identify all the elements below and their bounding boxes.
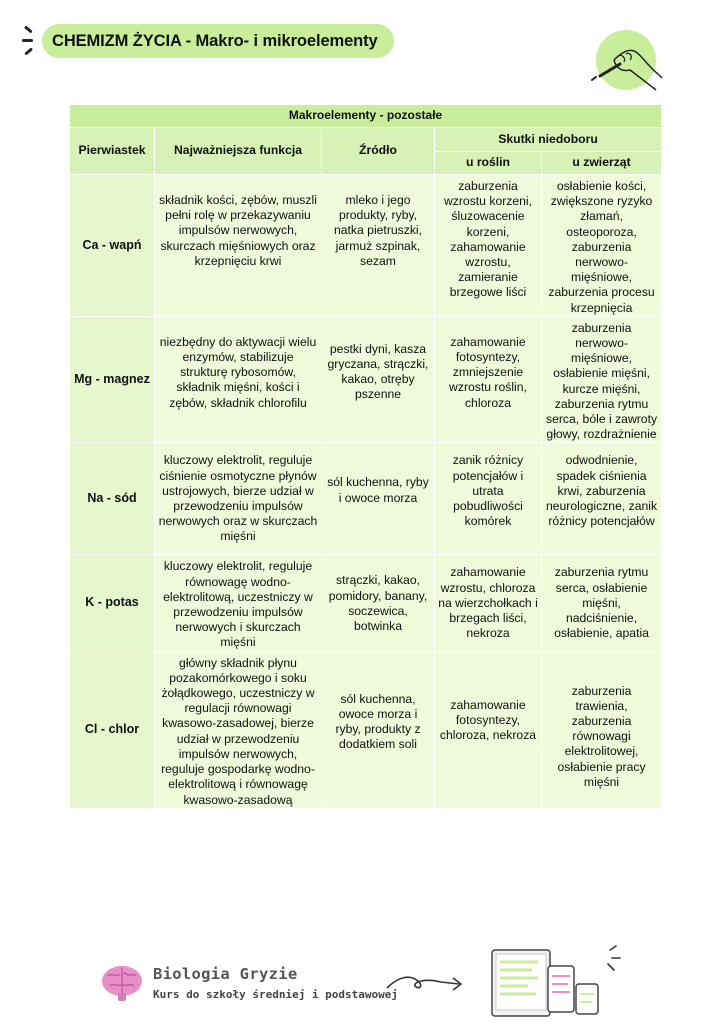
animals-deficiency-cell: zaburzenia rytmu serca, osłabienie mięśni, nadciśnienie, osłabienie, apatia	[542, 555, 662, 651]
element-cell: Ca - wapń	[70, 175, 155, 317]
source-cell: pestki dyni, kasza gryczana, strączki, kakao, otręby pszenne	[322, 316, 435, 443]
animals-deficiency-cell: zaburzenia trawienia, zaburzenia równowagi elektrolitowej, osłabienie pracy mięśni	[542, 651, 662, 808]
function-cell: główny składnik płynu pozakomórkowego i soku żołądkowego, uczestniczy w regulacji równowagi kwasowo-zasadowej, bierze udział w przewodzeniu impulsów nerwowych, reguluje gospodarkę wodno-elektrolitową i równowagę kwasowo-zasadową	[155, 651, 322, 808]
source-cell: mleko i jego produkty, ryby, natka pietruszki, jarmuż szpinak, sezam	[322, 175, 435, 317]
plants-deficiency-cell: zahamowanie fotosyntezy, chloroza, nekroza	[435, 651, 542, 808]
function-cell: składnik kości, zębów, muszli pełni rolę w przekazywaniu impulsów nerwowych, skurczach mięśniowych oraz krzepnięciu krwi	[155, 175, 322, 317]
table-row	[70, 443, 662, 555]
element-cell: K - potas	[70, 555, 155, 651]
element-cell: Mg - magnez	[70, 316, 155, 443]
table-caption: Makroelementy - pozostałe	[70, 105, 662, 128]
function-cell: niezbędny do aktywacji wielu enzymów, stabilizuje strukturę rybosomów, składnik mięśni, kości i zębów, składnik chlorofilu	[155, 316, 322, 443]
function-cell: kluczowy elektrolit, reguluje równowagę wodno-elektrolitową, uczestniczy w przewodzeniu impulsów nerwowych i skurczach mięśni	[155, 555, 322, 651]
plants-deficiency-cell: zahamowanie wzrostu, chloroza na wierzchołkach i brzegach liści, nekroza	[435, 555, 542, 651]
hand-with-pen-icon	[586, 30, 664, 96]
column-header-source: Źródło	[322, 128, 435, 175]
animals-deficiency-cell: osłabienie kości, zwiększone ryzyko złamań, osteoporoza, zaburzenia nerwowo-mięśniowe, zaburzenia procesu krzepnięcia	[542, 175, 662, 317]
table-row	[70, 555, 662, 651]
column-header-function: Najważniejsza funkcja	[155, 128, 322, 175]
table-row	[70, 316, 662, 443]
column-header-element: Pierwiastek	[70, 128, 155, 175]
plants-deficiency-cell: zaburzenia wzrostu korzeni, śluzowacenie korzeni, zahamowanie wzrostu, zamieranie brzegowe liści	[435, 175, 542, 317]
table-row	[70, 175, 662, 317]
function-cell: kluczowy elektrolit, reguluje ciśnienie osmotyczne płynów ustrojowych, bierze udział w przewodzeniu impulsów nerwowych oraz w skurczach mięśni	[155, 443, 322, 555]
element-cell: Cl - chlor	[70, 651, 155, 808]
source-cell: strączki, kakao, pomidory, banany, soczewica, botwinka	[322, 555, 435, 651]
arrow-icon	[385, 968, 465, 998]
brain-logo-icon	[98, 962, 146, 1002]
column-header-animals: u zwierząt	[542, 151, 662, 175]
column-header-plants: u roślin	[435, 151, 542, 175]
animals-deficiency-cell: odwodnienie, spadek ciśnienia krwi, zaburzenia neurologiczne, zanik różnicy potencjałów	[542, 443, 662, 555]
plants-deficiency-cell: zanik różnicy potencjałów i utrata pobudliwości komórek	[435, 443, 542, 555]
devices-icon	[488, 944, 628, 1020]
brand-tagline: Kurs do szkoły średniej i podstawowej	[153, 988, 399, 1001]
source-cell: sól kuchenna, ryby i owoce morza	[322, 443, 435, 555]
column-header-deficiency: Skutki niedoboru	[435, 128, 662, 152]
element-cell: Na - sód	[70, 443, 155, 555]
macroelements-table	[69, 104, 661, 809]
sparkle-icon	[20, 24, 42, 56]
brand-name: Biologia Gryzie	[153, 965, 298, 983]
page-title: CHEMIZM ŻYCIA - Makro- i mikroelementy	[42, 24, 394, 58]
source-cell: sól kuchenna, owoce morza i ryby, produkty z dodatkiem soli	[322, 651, 435, 808]
animals-deficiency-cell: zaburzenia nerwowo-mięśniowe, osłabienie mięśni, kurcze mięśni, zaburzenia rytmu serca, bóle i zawroty głowy, rozdrażnienie	[542, 316, 662, 443]
plants-deficiency-cell: zahamowanie fotosyntezy, zmniejszenie wzrostu roślin, chloroza	[435, 316, 542, 443]
table-row	[70, 651, 662, 808]
